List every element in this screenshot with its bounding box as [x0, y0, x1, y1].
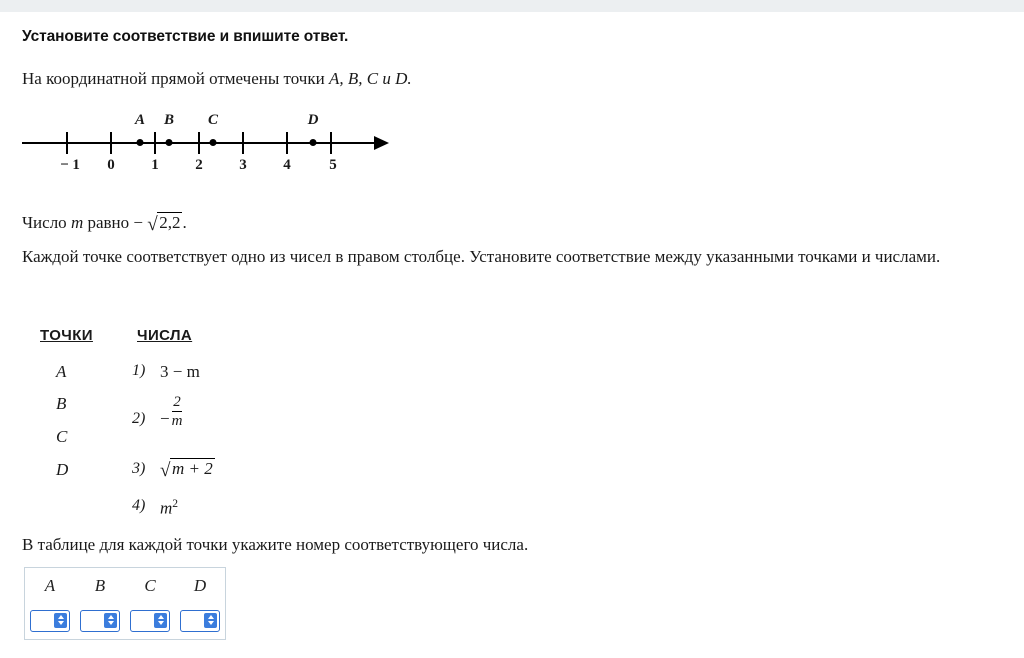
m-radicand: 2,2	[159, 213, 181, 232]
tick-mark	[286, 132, 288, 154]
m-definition-line	[22, 212, 187, 233]
tick-mark	[66, 132, 68, 154]
axis-tick-label: 0	[107, 157, 115, 173]
tick-mark	[242, 132, 244, 154]
axis-tick-label: 5	[329, 157, 337, 173]
answer-table	[24, 567, 226, 640]
numbers-index-4: 4)	[132, 497, 146, 514]
points-list-item-c: C	[56, 427, 68, 446]
axis-arrowhead-icon	[374, 136, 389, 150]
tick-mark	[154, 132, 156, 154]
radicand	[170, 458, 215, 479]
point-dot-d	[310, 139, 317, 146]
number-line-figure	[22, 112, 422, 182]
page-title: Установите соответствие и впишите ответ.	[22, 28, 349, 45]
m-mid: равно	[83, 213, 134, 232]
point-label-a: A	[134, 112, 146, 128]
instruction-line: В таблице для каждой точки укажите номер соответствующего числа.	[22, 535, 529, 554]
numbers-index-1: 1)	[132, 362, 146, 379]
answer-cell-b	[75, 603, 125, 639]
answer-spinner-c[interactable]	[130, 610, 170, 632]
radical-sign-icon: √	[160, 459, 171, 481]
point-dot-c	[210, 139, 217, 146]
m-radical	[147, 212, 182, 233]
radicand-text: m + 2	[172, 459, 213, 478]
point-dot-a	[137, 139, 144, 146]
m-period: .	[182, 213, 187, 232]
tick-mark	[330, 132, 332, 154]
answer-header-a: A	[44, 575, 56, 595]
m-prefix: Число	[22, 213, 71, 232]
fraction-minus-sign: −	[160, 408, 170, 428]
answer-header-d: D	[193, 575, 207, 595]
fraction-numerator: 2	[173, 394, 181, 410]
answer-header-c: C	[144, 575, 156, 595]
numbers-value-1	[160, 362, 200, 382]
spinner-stepper-icon[interactable]	[154, 613, 167, 628]
answer-cell-a	[25, 603, 75, 639]
task-paragraph: Каждой точке соответствует одно из чисел в правом столбце. Установите соответствие между указанными точками и числами.	[22, 247, 941, 266]
points-list-item-d: D	[56, 460, 69, 479]
answer-spinner-b[interactable]	[80, 610, 120, 632]
answer-table-input-row	[25, 603, 225, 639]
point-label-b: B	[163, 112, 175, 128]
axis-tick-label: 3	[239, 157, 247, 173]
intro-point-names: A, B, C и D.	[328, 69, 412, 88]
numbers-index-3: 3)	[132, 460, 146, 477]
m-variable: m	[70, 213, 84, 232]
answer-spinner-a[interactable]	[30, 610, 70, 632]
column-header-points: ТОЧКИ	[40, 327, 93, 344]
axis-tick-label: 4	[283, 157, 291, 173]
numbers-value-2	[160, 395, 182, 430]
power-exponent: 2	[172, 497, 179, 510]
numbers-index-2: 2)	[132, 410, 146, 427]
fraction	[172, 394, 183, 429]
answer-table-header-row	[25, 568, 225, 603]
numbers-value-4	[160, 497, 178, 519]
tick-mark	[198, 132, 200, 154]
answer-spinner-d[interactable]	[180, 610, 220, 632]
axis-tick-label: 1	[151, 157, 159, 173]
point-dot-b	[166, 139, 173, 146]
numbers-value-1-text: 3 − m	[160, 362, 200, 381]
tick-mark	[110, 132, 112, 154]
intro-sentence	[22, 69, 412, 89]
answer-header-b: B	[94, 575, 106, 595]
points-list-item-b: B	[56, 394, 67, 413]
point-label-d: D	[307, 112, 319, 128]
power-base: m	[160, 498, 173, 518]
spinner-stepper-icon[interactable]	[104, 613, 117, 628]
point-label-c: C	[207, 112, 219, 128]
task-page	[0, 12, 1024, 658]
m-minus-sign: −	[133, 213, 143, 232]
column-header-numbers: ЧИСЛА	[137, 327, 193, 344]
radical-sign-icon: √	[147, 213, 158, 235]
fraction-denominator: m	[171, 412, 183, 429]
spinner-stepper-icon[interactable]	[204, 613, 217, 628]
answer-cell-c	[125, 603, 175, 639]
numbers-value-3	[160, 458, 215, 479]
axis-tick-label: − 1	[60, 157, 80, 173]
intro-prefix: На координатной прямой отмечены точки	[22, 69, 329, 88]
answer-cell-d	[175, 603, 225, 639]
points-list-item-a: A	[56, 362, 67, 381]
radical	[160, 458, 215, 479]
axis-tick-label: 2	[195, 157, 203, 173]
spinner-stepper-icon[interactable]	[54, 613, 67, 628]
browser-top-strip	[0, 0, 1024, 12]
